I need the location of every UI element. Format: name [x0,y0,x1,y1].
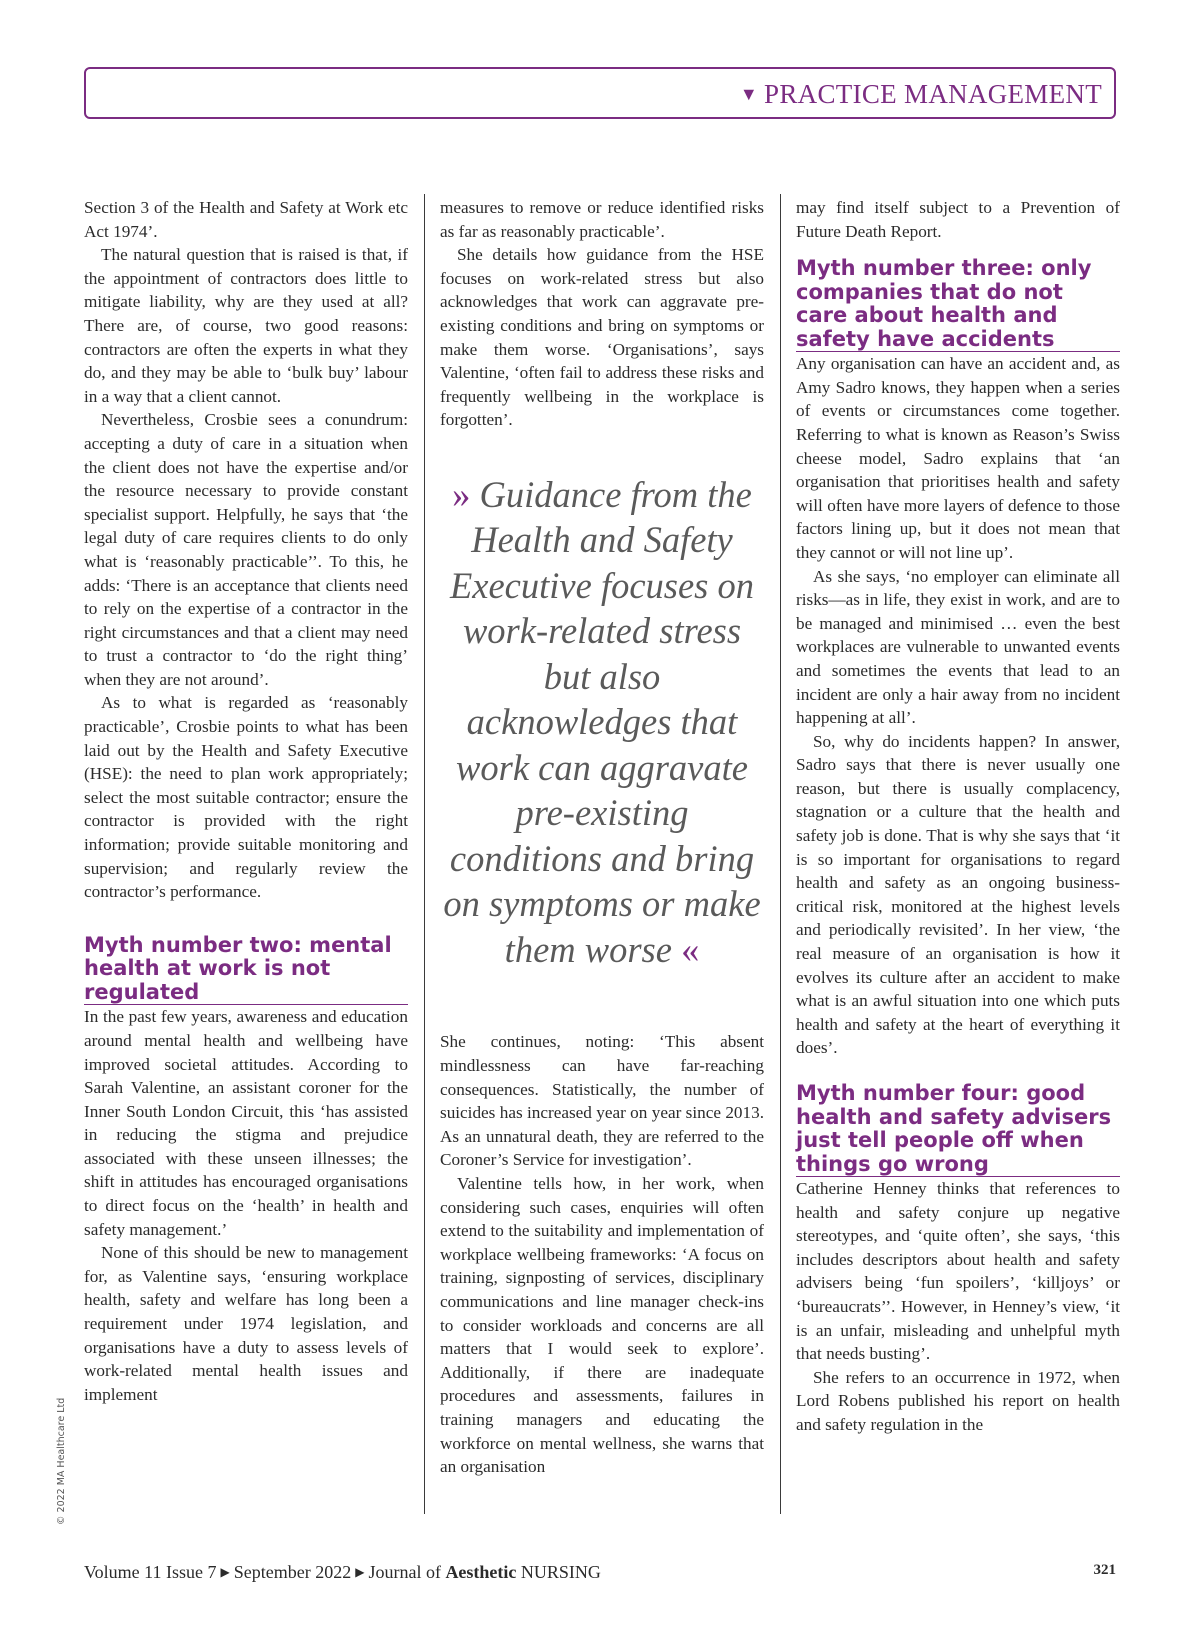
paragraph: In the past few years, awareness and education around mental health and wellbeing have improved societal attitudes. According to Sarah Valentine, an assistant coroner for the Inner South London Circuit, this ‘has assisted in reducing the stigma and prejudice associated with these unseen illnesses; the shift in attitudes has encouraged organisations to direct focus on the ‘health’ in health and safety management.’ [84,1007,408,1239]
triangle-down-icon: ▼ [739,84,759,104]
section-label-text: PRACTICE MANAGEMENT [764,79,1102,109]
paragraph: The natural question that is raised is that, if the appointment of contractors does little to mitigate liability, why are they used at all? There are, of course, two good reasons: contractors are often the experts in what they do, and they may be able to ‘bulk buy’ labour in a way that a client cannot. [84,245,408,406]
paragraph: She continues, noting: ‘This absent mindlessness can have far-reaching consequences. Statistically, the number of suicides has increased year on year since 2013. As an unnatural death, they are referred to the Coroner’s Service for investigation’. [440,1032,764,1170]
page-number: 321 [1093,1562,1116,1578]
section-label [740,79,1102,110]
pull-quote-text: Guidance from the Health and Safety Executive focuses on work-related stress but also acknowledges that work can aggravate pre-existing conditions and bring on symptoms or make them worse [443,473,761,970]
subheading-myth-two: Myth number two: mental health at work is not regulated [84,934,408,1006]
column-divider-1 [424,194,425,1514]
paragraph: As to what is regarded as ‘reasonably practicable’, Crosbie points to what has been laid out by the Health and Safety Executive (HSE): the need to plan work appropriately; select the most suitable contractor; ensure the contractor is provided with the right information; provide suitable monitoring and supervision; and regularly review the contractor’s performance. [84,693,408,902]
footer-journal-prefix: Journal of [368,1562,446,1582]
column-divider-2 [780,194,781,1514]
column-2 [440,196,764,1479]
paragraph: Catherine Henney thinks that references to health and safety conjure up negative stereotypes, and ‘quite often’, she says, ‘this includes descriptors about health and safety advisers being ‘fun spoilers’, ‘killjoys’ or ‘bureaucrats’’. However, in Henney’s view, ‘it is an unfair, misleading and unhelpful myth that needs busting’. [796,1179,1120,1364]
section-header-box [84,67,1116,119]
page-footer [84,1562,1116,1583]
footer-journal-suffix: NURSING [516,1562,601,1582]
quote-open-mark: » [452,473,471,515]
subheading-myth-four: Myth number four: good health and safety advisers just tell people off when things go wrong [796,1082,1120,1177]
footer-journal-bold: Aesthetic [445,1562,517,1582]
paragraph: She details how guidance from the HSE focuses on work-related stress but also acknowledges that work can aggravate pre-existing conditions and bring on symptoms or make them worse. ‘Organisations’, says Valentine, ‘often fail to address these risks and frequently wellbeing in the workplace is forgotten’. [440,245,764,430]
subheading-myth-three: Myth number three: only companies that do not care about health and safety have accidents [796,257,1120,352]
column-3 [796,196,1120,1437]
paragraph: None of this should be new to management for, as Valentine says, ‘ensuring workplace health, safety and welfare has long been a requirement under 1974 legislation, and organisations have a duty to assess levels of work-related mental health issues and implement [84,1243,408,1404]
paragraph: Section 3 of the Health and Safety at Work etc Act 1974’. [84,198,408,241]
triangle-right-icon: ▶ [220,1565,230,1579]
paragraph: As she says, ‘no employer can eliminate all risks—as in life, they exist in work, and are to be managed and minimised … even the best workplaces are vulnerable to unwanted events and sometimes the events that lead to an incident are only a hair away from no incident happening at all’. [796,566,1120,728]
paragraph: She refers to an occurrence in 1972, when Lord Robens published his report on health and safety regulation in the [796,1367,1120,1434]
column-1 [84,196,408,1406]
copyright-notice: © 2022 MA Healthcare Ltd [56,1397,67,1525]
paragraph: measures to remove or reduce identified risks as far as reasonably practicable’. [440,198,764,241]
footer-date: September 2022 [233,1562,352,1582]
paragraph: Any organisation can have an accident and, as Amy Sadro knows, they happen when a series of events or circumstances come together. Referring to what is known as Reason’s Swiss cheese model, Sadro explains that ‘an organisation that prioritises health and safety will often have more layers of defence to those factors lining up, but it does not mean that they cannot or will not line up’. [796,354,1120,562]
triangle-right-icon: ▶ [355,1565,365,1579]
paragraph: So, why do incidents happen? In answer, Sadro says that there is never usually one reason, but there is usually complacency, stagnation or a culture that the health and safety job is done. That is why she says that ‘it is so important for organisations to regard health and safety as an ongoing business-critical risk, monitored at the highest levels and periodically revisited’. In her view, ‘the real measure of an organisation is how it evolves its culture after an accident to make what is an awful situation into one which puts health and safety at the heart of everything it does’. [796,731,1120,1058]
paragraph: Nevertheless, Crosbie sees a conundrum: accepting a duty of care in a situation when the client does not have the expertise and/or the resource necessary to provide constant specialist support. Helpfully, he says that ‘the legal duty of care requires clients to do only what is ‘reasonably practicable’’. To this, he adds: ‘There is an acceptance that clients need to rely on the expertise of a contractor in the right circumstances and that a client may need to trust a contractor to ‘do the right thing’ when they are not around’. [84,410,408,689]
quote-close-mark: « [681,928,700,970]
paragraph: Valentine tells how, in her work, when considering such cases, enquiries will often extend to the suitability and implementation of workplace wellbeing frameworks: ‘A focus on training, signposting of services, disciplinary communications and line manager check-ins to consider workloads and concerns are all matters that I would seek to explore’. Additionally, if there are inadequate procedures and assessments, failures in training managers and educating the workforce on mental wellness, she warns that an organisation [440,1174,764,1477]
paragraph: may find itself subject to a Prevention of Future Death Report. [796,198,1120,241]
footer-volume: Volume 11 Issue 7 [84,1562,217,1582]
pull-quote [440,472,764,973]
